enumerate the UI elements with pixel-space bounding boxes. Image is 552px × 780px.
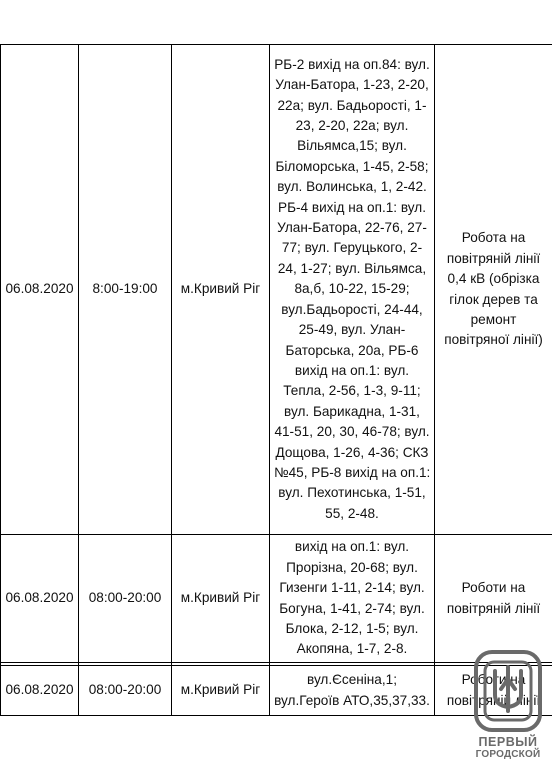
city-cell: м.Кривий Ріг — [172, 666, 270, 716]
address-line: Богуна, 1-41, 2-74; вул. — [279, 600, 425, 616]
time-cell: 08:00-20:00 — [79, 535, 172, 663]
table-row — [1, 45, 552, 535]
date-cell: 06.08.2020 — [1, 666, 79, 716]
reason-line: ремонт — [470, 311, 517, 327]
address-line: 41-51, 20, 30, 46-78; вул. — [274, 424, 430, 440]
watermark — [472, 649, 544, 777]
reason-line: гілок дерев та — [449, 291, 538, 307]
time-cell: 8:00-19:00 — [79, 45, 172, 535]
reason-line: Роботи на — [461, 580, 526, 596]
address-line: вихід на оп.1: вул. — [294, 362, 410, 378]
address-line: №45, РБ-8 вихід на оп.1: — [274, 464, 431, 480]
watermark-line2: ГОРОДСКОЙ — [475, 749, 541, 760]
city-cell: м.Кривий Ріг — [172, 45, 270, 535]
address-line: вул. Пехотинська, 1-51, — [278, 485, 426, 501]
address-line: вул.Бадьорості, 24-44, — [281, 301, 423, 317]
address-line: РБ-2 вихід на оп.84: вул. — [274, 56, 430, 72]
reason-line: Роботи на — [461, 672, 526, 688]
address-line: вул. Волинська, 1, 2-42. — [277, 179, 427, 195]
reason-line: Робота на — [461, 230, 526, 246]
address-line: вихід на оп.1: вул. — [294, 539, 410, 555]
reason-line: повітряній лінії — [446, 250, 541, 266]
reason-cell — [435, 45, 552, 535]
date-cell: 06.08.2020 — [1, 535, 79, 663]
address-line: Тепла, 2-56, 1-3, 9-11; — [283, 383, 421, 399]
reason-line: повітряній лінії — [446, 692, 541, 708]
time-cell: 08:00-20:00 — [79, 666, 172, 716]
address-line: 77; вул. Геруцького, 2- — [281, 240, 423, 256]
address-line: 25-49, вул. Улан- — [298, 322, 406, 338]
watermark-line1: ПЕРВЫЙ — [478, 735, 538, 749]
address-cell — [270, 45, 435, 535]
address-line: Прорізна, 20-68; вул. — [286, 559, 418, 575]
reason-line: повітряній лінії — [446, 600, 541, 616]
table-row — [1, 535, 552, 663]
trident-shield-logo-icon — [473, 649, 543, 733]
address-line: Баторська, 20а, РБ-6 — [285, 342, 419, 358]
address-line: Гизенги 1-11, 2-14; вул. — [279, 580, 425, 596]
reason-line: 0,4 кВ (обрізка — [447, 271, 540, 287]
address-line: 22а; вул. Бадьорості, 1- — [277, 97, 427, 113]
address-line: Вільямса,15; вул. — [297, 138, 407, 154]
table-row — [1, 666, 552, 716]
address-line: Блока, 2-12, 1-5; вул. — [285, 620, 419, 636]
outage-schedule-table — [0, 44, 552, 716]
address-line: 23, 2-20, 22а; вул. — [295, 118, 409, 134]
address-line: Дощова, 1-26, 4-36; СКЗ — [275, 444, 429, 460]
address-line: 55, 2-48. — [325, 505, 379, 521]
address-cell — [270, 666, 435, 716]
address-line: 8а,б, 10-22, 15-29; — [294, 281, 410, 297]
date-cell: 06.08.2020 — [1, 45, 79, 535]
address-line: вул.Героїв АТО,35,37,33. — [274, 692, 430, 708]
reason-cell — [435, 535, 552, 663]
city-cell: м.Кривий Ріг — [172, 535, 270, 663]
address-line: Улан-Батора, 1-23, 2-20, — [275, 77, 429, 93]
address-line: РБ-4 вихід на оп.1: вул. — [278, 199, 426, 215]
address-line: вул. Барикадна, 1-31, — [284, 403, 420, 419]
address-line: 24, 1-27; вул. Вільямса, — [277, 260, 427, 276]
address-line: Акопяна, 1-7, 2-8. — [296, 641, 408, 657]
address-cell — [270, 535, 435, 663]
address-line: Улан-Батора, 22-76, 27- — [277, 220, 427, 236]
reason-line: повітряної лінії) — [444, 332, 543, 348]
address-line: Біломорська, 1-45, 2-58; — [275, 158, 429, 174]
address-line: вул.Єсеніна,1; — [307, 672, 397, 688]
